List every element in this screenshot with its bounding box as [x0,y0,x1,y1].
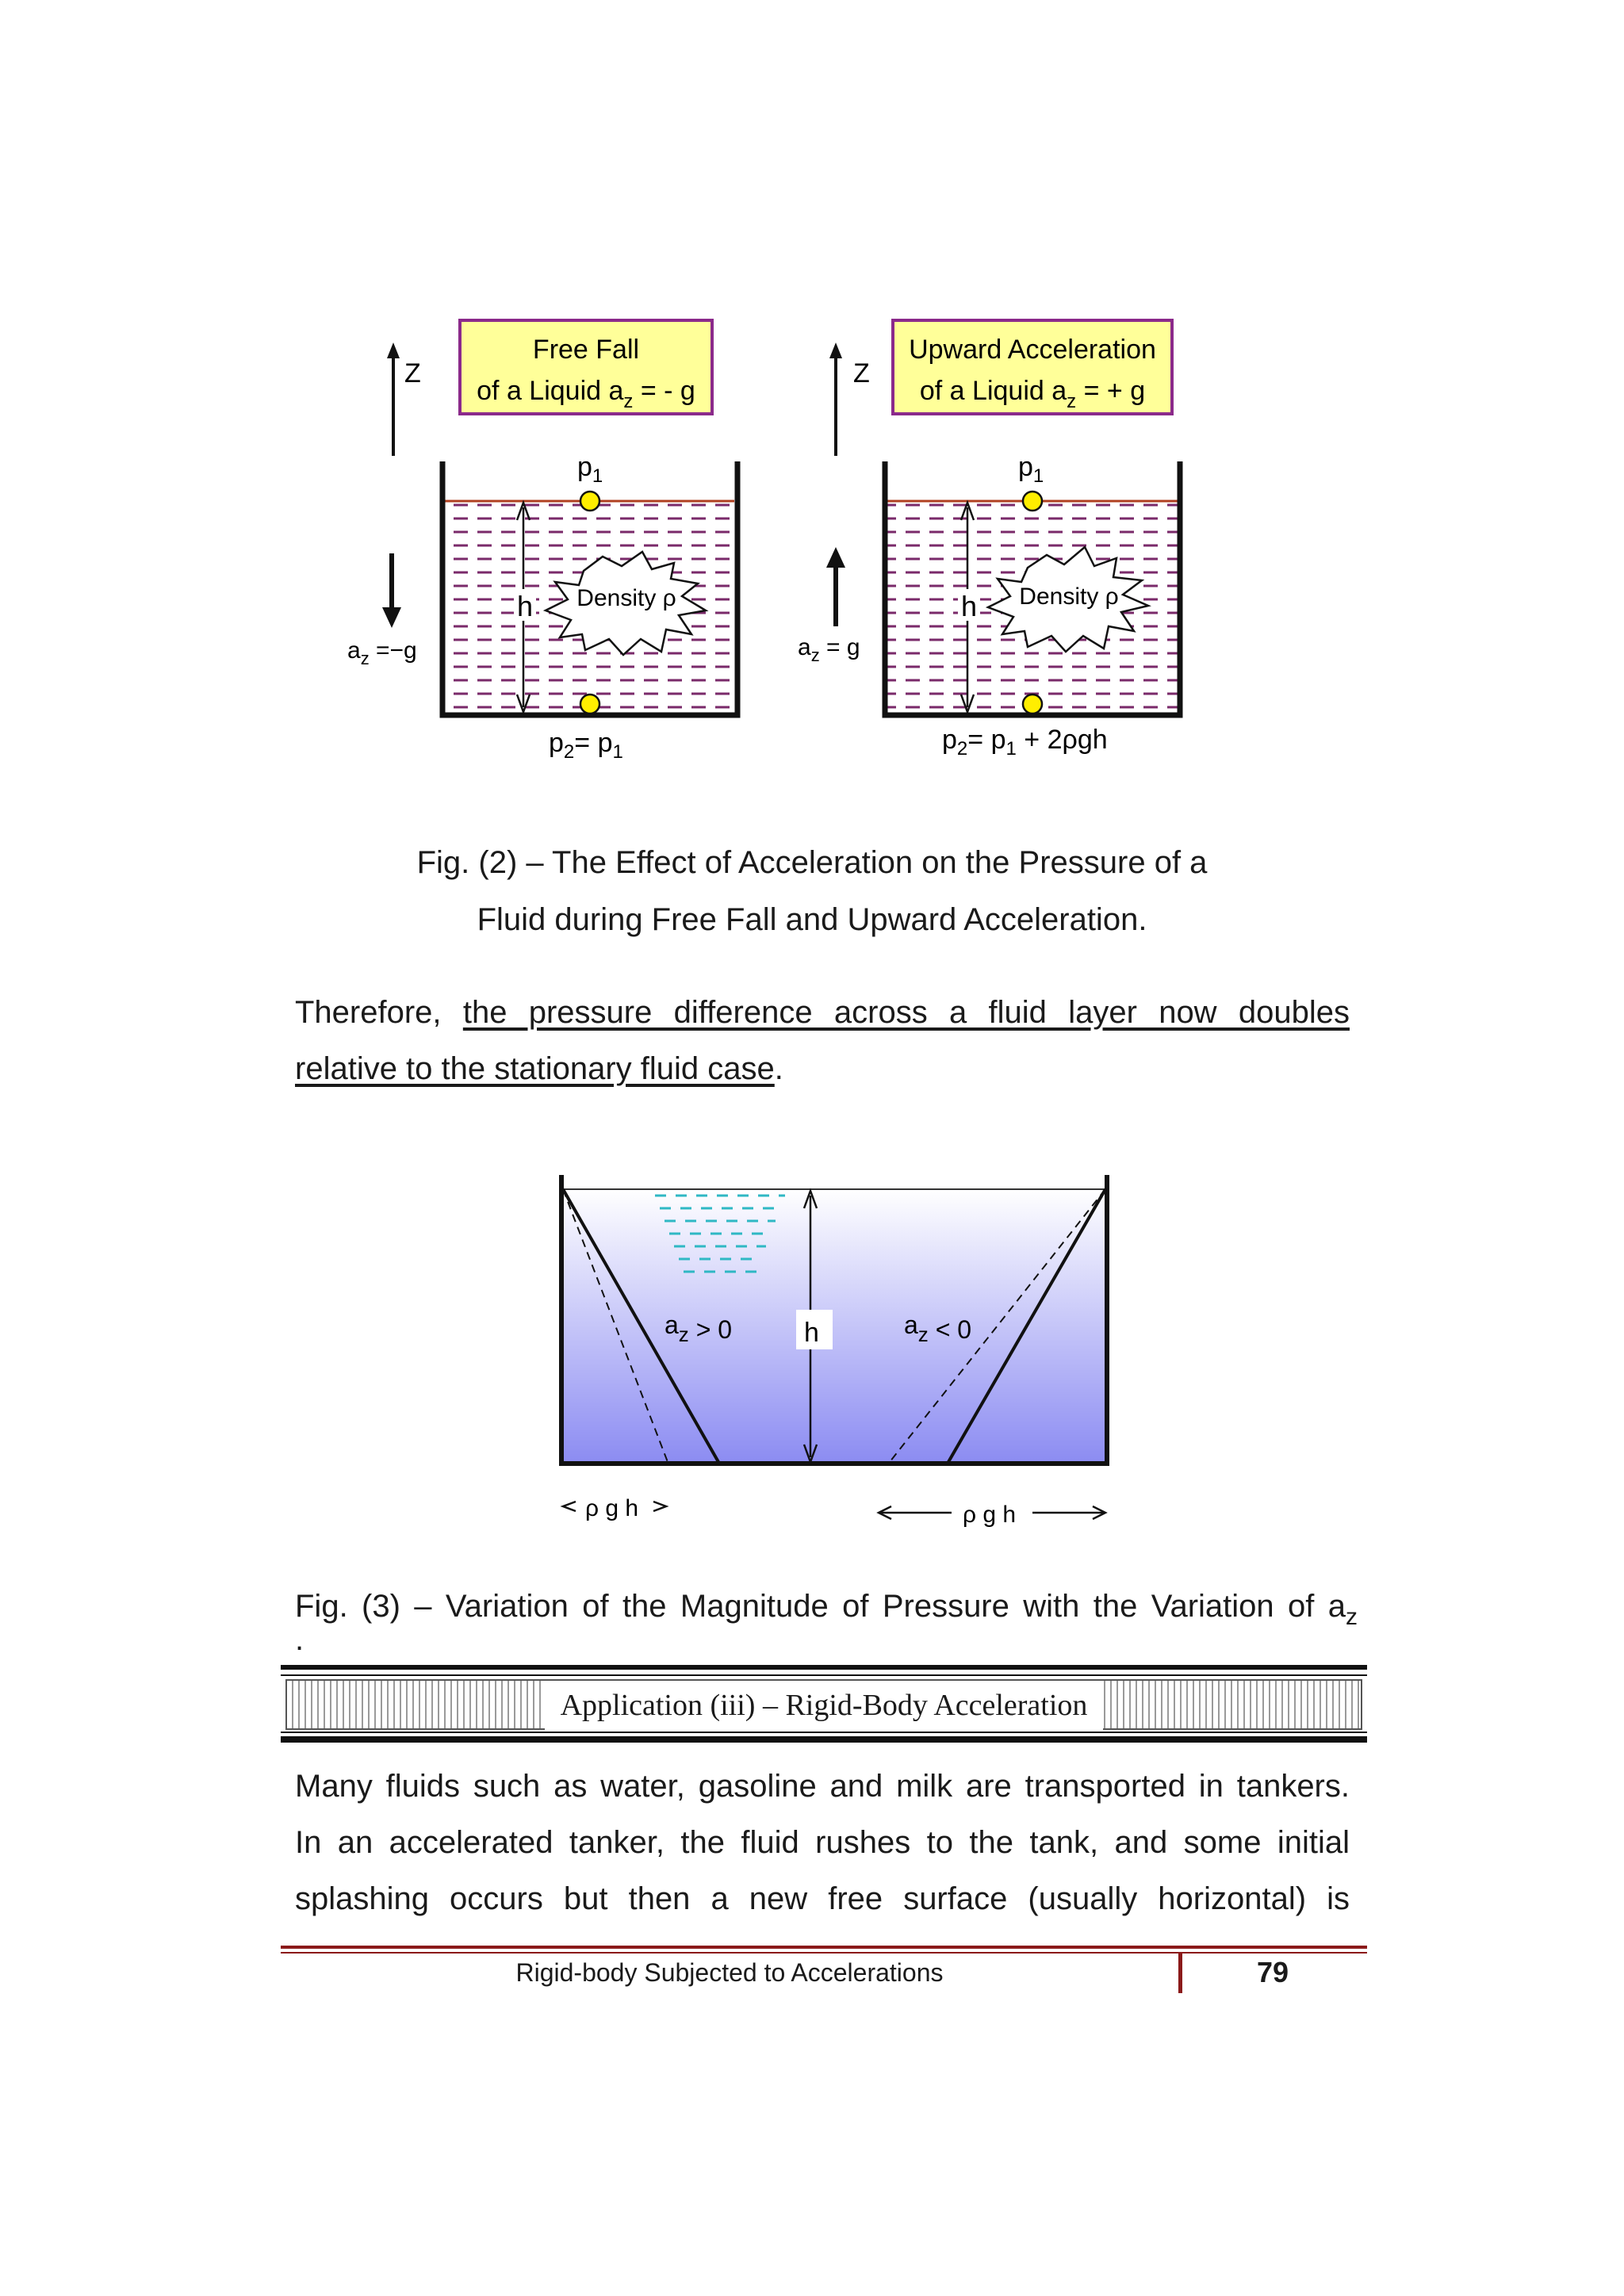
figure-3-caption: Fig. (3) – Variation of the Magnitude of Pressure with the Variation of $a_z$ [295,1589,1358,1630]
height-label: h [961,590,978,622]
density-label: Density ρ [1019,584,1119,610]
free-fall-title-line2: of a Liquid $a_z$ = - g [477,376,695,412]
page-number: 79 [1256,1956,1289,1988]
right-width-label [879,1502,1105,1528]
paragraph-2-line1: Many fluids such as water, gasoline and milk are transported in tankers. [295,1769,1350,1804]
z-axis-label: Z [853,358,870,388]
figure-2-caption-line1: Fig. (2) – The Effect of Acceleration on the Pressure of a [416,845,1208,880]
p1-label: $p_1$ [1018,452,1044,487]
paragraph-1 [295,985,1350,1097]
paragraph-1-line2: relative to the stationary fluid case. [295,1051,783,1086]
p2-marker [1023,695,1042,714]
running-title: Rigid-body Subjected to Accelerations [515,1958,944,1987]
p2-marker [580,695,599,714]
figure-2 [0,0,1624,793]
positive-accel-label: $a_z > 0$ [665,1311,733,1346]
footer-rule [281,1946,1367,1949]
height-label: h [804,1318,819,1348]
figure-3 [0,1158,1624,1538]
tank-fluid [563,1189,1105,1462]
free-fall-panel [347,320,737,763]
bottom-equation: $p_2= p_1$ [549,728,623,763]
upward-title-line1: Upward Acceleration [909,335,1156,365]
paragraph-2-line3: splashing occurs but then a new free surface (usually horizontal) is [295,1881,1350,1916]
upward-acceleration-panel [798,320,1180,760]
p1-marker [1023,492,1042,511]
upward-title-line2: of a Liquid $a_z$ = + g [919,376,1146,412]
left-width-label [563,1495,666,1521]
section-heading [281,1681,1367,1730]
negative-accel-label: $a_z < 0$ [904,1311,972,1346]
svg-text:ρ g h: ρ g h [963,1502,1017,1528]
acceleration-label: $a_z =-g$ [347,637,417,668]
height-label: h [517,590,534,622]
paragraph-2 [295,1758,1350,1927]
z-axis-label: Z [404,358,421,388]
figure-2-caption-line2: Fluid during Free Fall and Upward Acceleration. [477,902,1147,937]
bottom-equation: $p_2= p_1 + 2\rho gh$ [942,725,1108,760]
section-heading-text: Application (iii) – Rigid-Body Acceleration [545,1681,1104,1730]
acceleration-label: $a_z = g$ [798,634,860,665]
density-label: Density ρ [576,585,676,611]
paragraph-1-line1: Therefore, the pressure difference across a fluid layer now doubles [295,995,1350,1030]
footer-divider [1178,1954,1182,1993]
figure-3-caption-dot: . [295,1622,304,1657]
paragraph-2-line2: In an accelerated tanker, the fluid rushes to the tank, and some initial [295,1825,1350,1860]
svg-text:ρ g h: ρ g h [585,1495,639,1521]
section-heading-band [281,1665,1367,1743]
free-fall-title-line1: Free Fall [532,335,640,365]
p1-marker [580,492,599,511]
p1-label: $p_1$ [577,452,603,487]
